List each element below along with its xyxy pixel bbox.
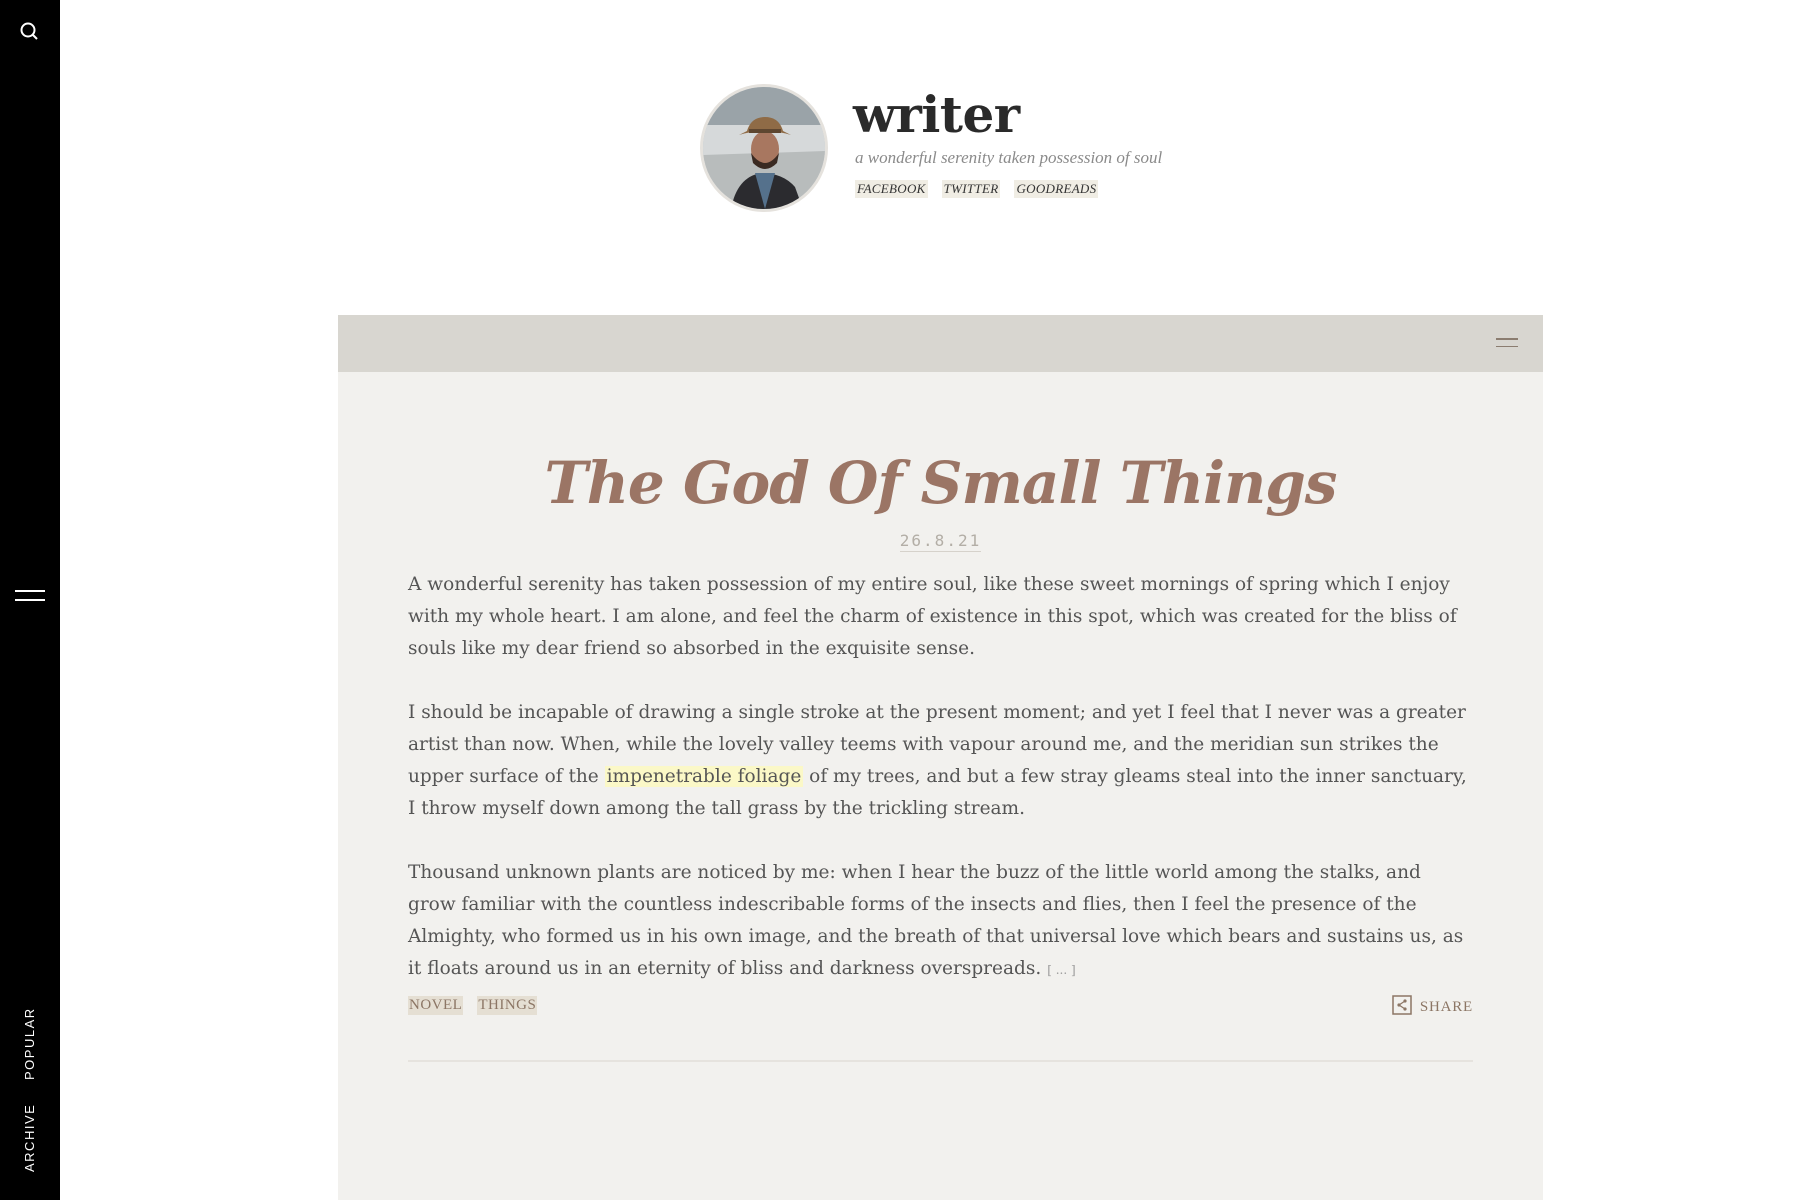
post-paragraph-1: A wonderful serenity has taken possession of my entire soul, like these sweet mornings of spring which I enjoy with my whole heart. I am alone, and feel the charm of existence in this spot, which was created for the bliss of souls like my dear friend so absorbed in the exquisite sense.	[408, 574, 1457, 659]
post-date-text: 26.8.21	[899, 531, 982, 550]
avatar[interactable]	[700, 84, 828, 212]
goodreads-link[interactable]: GOODREADS	[1016, 181, 1097, 196]
paragraph-2-text-start: I should be incapable of drawing a single stroke at the present moment; and yet I feel that I never was a greater artist than now. When, while the lovely valley teems with vapour around me, and the meridian sun strikes the upper surface of the	[408, 702, 1466, 787]
site-title[interactable]: writer	[853, 85, 1020, 144]
tag-things[interactable]: THINGS	[478, 997, 537, 1013]
post-body	[408, 569, 1473, 1018]
share-button[interactable]	[1392, 995, 1473, 1020]
read-more-link[interactable]: [ ... ]	[1047, 963, 1076, 977]
panel-toolbar	[338, 315, 1543, 372]
site-tagline: a wonderful serenity taken possession of soul	[855, 148, 1163, 167]
paragraph-2-text-end: of my trees, and but a few stray gleams steal into the inner sanctuary, I throw myself down among the tall grass by the trickling stream.	[408, 766, 1467, 819]
post-tags	[408, 996, 537, 1015]
twitter-link[interactable]: TWITTER	[943, 181, 999, 196]
site-header	[700, 84, 1220, 216]
post-title[interactable]: The God Of Small Things	[544, 449, 1337, 517]
post-panel	[338, 315, 1543, 1200]
facebook-link[interactable]: FACEBOOK	[857, 181, 926, 196]
post-divider	[408, 1060, 1473, 1062]
share-icon	[1392, 995, 1412, 1020]
post-paragraph-2	[408, 697, 1473, 825]
tag-novel[interactable]: NOVEL	[409, 997, 463, 1013]
archive-link[interactable]: ARCHIVE	[22, 1103, 37, 1172]
popular-link[interactable]: POPULAR	[22, 1007, 37, 1080]
hamburger-icon[interactable]	[15, 590, 45, 606]
search-icon[interactable]	[18, 20, 42, 44]
share-label: SHARE	[1419, 999, 1473, 1015]
highlighted-text: impenetrable foliage	[606, 766, 802, 787]
social-links	[855, 180, 1098, 198]
post-paragraph-3	[408, 857, 1473, 986]
left-rail	[0, 0, 60, 1200]
panel-menu-icon[interactable]	[1496, 338, 1518, 348]
post-date	[338, 531, 1543, 550]
paragraph-3-text: Thousand unknown plants are noticed by me: when I hear the buzz of the little world among the stalks, and grow familiar with the countless indescribable forms of the insects and flies, then I feel the presence of the Almighty, who formed us in his own image, and the breath of that universal love which bears and sustains us, as it floats around us in an eternity of bliss and darkness overspreads.	[408, 862, 1464, 979]
